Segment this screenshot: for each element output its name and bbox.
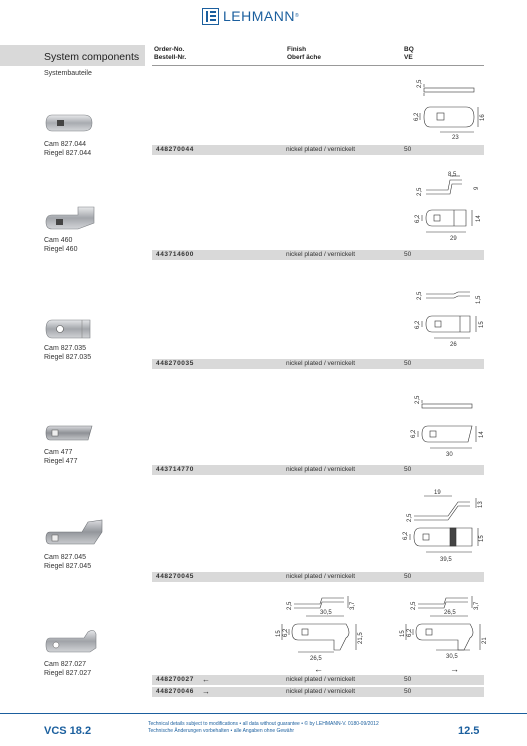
product-name-827035: [44, 344, 91, 362]
finish-value: nickel plated / vernickelt: [286, 573, 356, 580]
bq-value: 50: [404, 573, 412, 580]
product-name-de: Riegel 827.035: [44, 354, 92, 361]
brand-reg: ®: [294, 13, 299, 19]
footer-catalog-code: VCS 18.2: [44, 725, 92, 737]
order-number: 448270046: [156, 688, 194, 695]
dim-827045-a: 19: [434, 490, 441, 496]
table-row: [152, 675, 484, 685]
dim-460-f: 29: [450, 236, 457, 242]
column-header-finish: [287, 46, 321, 62]
dim-827027r-e: 6,2: [407, 628, 413, 637]
product-name-460: [44, 236, 77, 254]
product-photo-827035: [44, 316, 92, 340]
finish-value: nickel plated / vernickelt: [286, 360, 356, 367]
dim-827027l-b: 30,5: [320, 610, 332, 616]
order-number: 448270044: [156, 146, 194, 153]
product-name-827027: [44, 660, 91, 678]
drawing-460: [404, 170, 484, 246]
dim-827035-b: 1,5: [476, 295, 482, 304]
product-photo-477: [44, 424, 94, 442]
bq-value: 50: [404, 146, 412, 153]
section-subtitle: Systembauteile: [44, 70, 92, 77]
drawing-827027-right: [396, 590, 486, 674]
footer-divider: [0, 713, 527, 714]
drawing-477: [404, 390, 484, 460]
dim-827045-f: 39,5: [440, 557, 452, 563]
order-number: 448270027: [156, 676, 194, 683]
arrow-right-icon: →: [450, 664, 459, 674]
dim-827035-e: 26: [450, 342, 457, 348]
product-photo-827045: [44, 518, 104, 548]
footer-disclaimer-en: Technical details subject to modifications • all data without guarantee • © by LEHMANN-V. 0180-09/2012: [148, 721, 379, 727]
dim-827027l-f: 21,5: [358, 632, 364, 644]
dim-827045-c: 2,5: [407, 513, 413, 522]
drawing-827035: [404, 284, 484, 352]
lehmann-logo-icon: [202, 8, 219, 25]
product-name-477: [44, 448, 77, 466]
dim-827027r-c: 3,7: [474, 601, 480, 610]
page-number: 12.5: [458, 725, 480, 737]
product-name-en: Cam 827.027: [44, 661, 87, 668]
brand-name: LEHMANN: [223, 8, 295, 24]
footer-disclaimer: [148, 721, 379, 735]
product-photo-827044: [44, 112, 94, 134]
header-divider: [152, 65, 484, 66]
finish-value: nickel plated / vernickelt: [286, 146, 356, 153]
column-finish-de: Oberf äche: [287, 54, 321, 61]
bq-value: 50: [404, 251, 412, 258]
brand-logo: [202, 6, 299, 26]
product-name-en: Cam 827.045: [44, 554, 87, 561]
column-finish-en: Finish: [287, 46, 307, 53]
dim-460-e: 14: [476, 215, 482, 222]
column-order-de: Bestell-Nr.: [154, 54, 187, 61]
product-name-de: Riegel 477: [44, 458, 78, 465]
dim-827027l-c: 3,7: [350, 601, 356, 610]
product-name-827044: [44, 140, 91, 158]
table-row: [152, 465, 484, 475]
table-row: [152, 250, 484, 260]
dim-827027l-e: 6,2: [283, 628, 289, 637]
dim-827027l-g: 26,5: [310, 656, 322, 662]
product-name-en: Cam 827.044: [44, 141, 87, 148]
footer-disclaimer-de: Technische Änderungen vorbehalten • alle Angaben ohne Gewähr: [148, 728, 295, 734]
dim-827027r-b: 26,5: [444, 610, 456, 616]
order-number: 443714600: [156, 251, 194, 258]
bq-value: 50: [404, 676, 412, 683]
dim-827027r-g: 30,5: [446, 654, 458, 660]
finish-value: nickel plated / vernickelt: [286, 466, 356, 473]
dim-477-c: 14: [479, 431, 485, 438]
table-row: [152, 145, 484, 155]
product-photo-827027: [44, 628, 100, 654]
dim-827045-d: 6,2: [403, 531, 409, 540]
dim-827027r-a: 2,5: [411, 601, 417, 610]
arrow-left-icon: ←: [314, 664, 323, 674]
bq-value: 50: [404, 360, 412, 367]
dim-460-d: 6,2: [415, 214, 421, 223]
section-title: System components: [44, 51, 140, 63]
drawing-827044: [404, 74, 484, 144]
dim-827027l-d: 15: [276, 630, 282, 637]
dim-827027r-d: 15: [400, 630, 406, 637]
dim-827044-d: 23: [452, 135, 459, 141]
dim-827044-b: 6,2: [414, 112, 420, 121]
column-bq-de: VE: [404, 54, 413, 61]
product-name-en: Cam 827.035: [44, 345, 87, 352]
finish-value: nickel plated / vernickelt: [286, 251, 356, 258]
order-number: 448270045: [156, 573, 194, 580]
dim-460-b: 2,5: [417, 187, 423, 196]
column-bq-en: BQ: [404, 46, 414, 53]
product-name-de: Riegel 827.044: [44, 150, 92, 157]
dim-477-d: 30: [446, 452, 453, 458]
order-number: 443714770: [156, 466, 194, 473]
dim-827044-c: 16: [480, 114, 486, 121]
dim-827045-e: 15: [479, 535, 485, 542]
drawing-827045: [396, 484, 484, 570]
product-name-827045: [44, 553, 91, 571]
product-name-de: Riegel 827.045: [44, 563, 92, 570]
dim-477-b: 6,2: [411, 429, 417, 438]
product-name-en: Cam 477: [44, 449, 73, 456]
order-number: 448270035: [156, 360, 194, 367]
dim-827027l-a: 2,5: [287, 601, 293, 610]
table-row: [152, 687, 484, 697]
arrow-left-icon: ←: [202, 675, 210, 684]
product-name-de: Riegel 827.027: [44, 670, 92, 677]
product-name-de: Riegel 460: [44, 246, 78, 253]
column-header-order: [154, 46, 186, 62]
product-name-en: Cam 460: [44, 237, 73, 244]
column-header-bq: [404, 46, 414, 62]
dim-460-c: 9: [474, 186, 480, 190]
finish-value: nickel plated / vernickelt: [286, 688, 356, 695]
table-row: [152, 572, 484, 582]
dim-827035-d: 15: [479, 321, 485, 328]
drawing-827027-left: [272, 590, 362, 674]
column-order-en: Order-No.: [154, 46, 185, 53]
dim-827035-a: 2,5: [417, 291, 423, 300]
dim-460-a: 8,5: [448, 172, 457, 178]
dim-827045-b: 13: [478, 501, 484, 508]
bq-value: 50: [404, 688, 412, 695]
bq-value: 50: [404, 466, 412, 473]
dim-827027r-f: 21: [482, 637, 488, 644]
dim-827035-c: 6,2: [415, 320, 421, 329]
product-photo-460: [44, 205, 96, 231]
dim-827044-a: 2,5: [417, 79, 423, 88]
table-row: [152, 359, 484, 369]
dim-477-a: 2,5: [415, 395, 421, 404]
arrow-right-icon: →: [202, 687, 210, 696]
finish-value: nickel plated / vernickelt: [286, 676, 356, 683]
